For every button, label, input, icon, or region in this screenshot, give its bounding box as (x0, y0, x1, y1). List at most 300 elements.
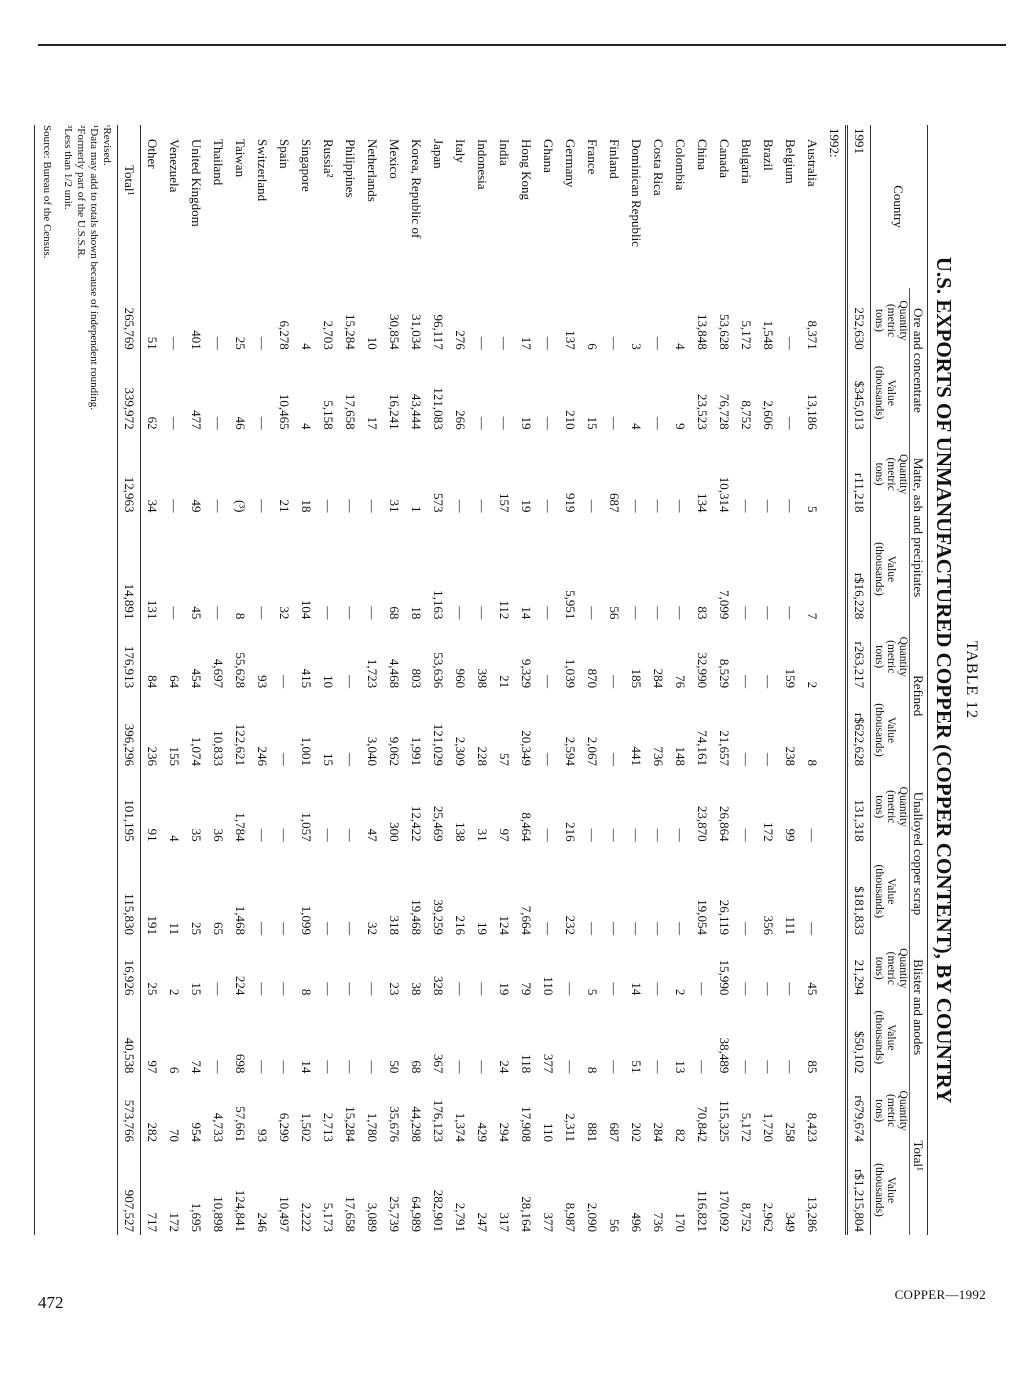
value-cell: 19,054 (695, 899, 710, 936)
value-cell: 15 (321, 753, 336, 766)
value-cell: 1,074 (189, 736, 204, 766)
value-cell: — (475, 982, 490, 996)
value-cell (823, 769, 847, 845)
value-cell: — (607, 675, 622, 689)
value-cell: 736 (651, 746, 666, 766)
value-cell: — (321, 606, 336, 620)
value-cell (823, 516, 847, 623)
value-cell: 8 (585, 1066, 600, 1074)
subheader-line: (thousands) (873, 542, 885, 596)
value-subheader (871, 353, 910, 433)
country-cell: Korea, Republic of (409, 139, 424, 239)
value-cell: 2,703 (321, 320, 336, 350)
subheader-line: Quantity (897, 1090, 909, 1131)
value-cell: 39,259 (431, 899, 446, 936)
subheader-line: tons) (873, 795, 885, 819)
value-cell: 157 (497, 493, 512, 513)
value-cell: 396,296 (118, 691, 141, 769)
value-cell: — (563, 982, 578, 996)
value-cell: 4 (299, 343, 314, 350)
value-cell: — (453, 982, 468, 996)
value-cell: 2,606 (761, 400, 776, 430)
value-cell: 74,161 (695, 730, 710, 766)
value-cell: — (277, 982, 292, 996)
value-cell: — (695, 1060, 710, 1074)
value-cell: 5,172 (739, 320, 754, 350)
value-cell: 50 (387, 1060, 402, 1074)
subheader-line: (thousands) (873, 1010, 885, 1065)
value-cell: 6,278 (277, 320, 292, 350)
value-cell (823, 998, 847, 1076)
country-cell: France (585, 139, 600, 175)
value-cell: 15,990 (717, 959, 732, 996)
value-cell: 2 (167, 988, 182, 996)
value-cell: 228 (475, 746, 490, 766)
value-cell: 1,001 (299, 736, 314, 766)
value-cell: — (585, 606, 600, 620)
footnote-half-unit: ³Less than 1/2 unit. (62, 125, 74, 210)
value-cell: — (607, 1060, 622, 1074)
value-cell: 23,523 (695, 393, 710, 430)
value-cell: (³) (233, 499, 248, 513)
value-cell: 76,728 (717, 393, 732, 430)
table-row (118, 125, 141, 1235)
value-subheader (871, 1145, 910, 1235)
subheader-line: tons) (873, 462, 885, 486)
value-cell: 401 (189, 330, 204, 350)
value-cell: — (321, 982, 336, 996)
value-cell: 8 (299, 988, 314, 996)
value-cell: 53,636 (431, 652, 446, 689)
country-header: Country (871, 125, 928, 288)
value-cell: 1,991 (409, 736, 424, 766)
value-cell: 224 (233, 975, 248, 996)
value-cell: — (211, 606, 226, 620)
value-cell: 26,864 (717, 805, 732, 842)
country-cell: Singapore (299, 139, 314, 192)
value-cell: — (783, 606, 798, 620)
subheader-line: Value (885, 1176, 897, 1204)
value-cell: — (167, 336, 182, 350)
value-cell: — (629, 499, 644, 513)
value-cell: — (739, 606, 754, 620)
value-cell: 4 (629, 423, 644, 430)
value-cell: 18 (409, 606, 424, 620)
value-cell: — (783, 499, 798, 513)
value-cell (823, 845, 847, 938)
country-cell: Belgium (783, 139, 798, 184)
value-cell: — (475, 606, 490, 620)
value-cell: 12,422 (409, 805, 424, 842)
value-cell: — (453, 499, 468, 513)
table-row (801, 125, 823, 1235)
table-row (669, 125, 691, 1235)
table-body (118, 125, 871, 1235)
country-cell: Canada (717, 139, 732, 178)
footnotes (34, 125, 113, 1235)
table-row (141, 125, 164, 1235)
value-cell: 32 (365, 922, 380, 936)
value-cell: 19 (497, 982, 512, 996)
footnote-revised: ʳRevised. (101, 125, 113, 166)
value-cell: — (365, 606, 380, 620)
subheader-line: (thousands) (873, 703, 885, 757)
value-cell: 216 (563, 822, 578, 842)
quantity-subheader (871, 769, 910, 845)
value-cell: 45 (189, 606, 204, 620)
table-row (847, 125, 871, 1235)
value-cell: 21,657 (717, 730, 732, 766)
value-cell: 1,502 (299, 1112, 314, 1142)
value-cell: 6 (585, 343, 600, 350)
value-cell: 191 (145, 915, 160, 936)
value-cell: 736 (651, 1212, 666, 1232)
value-cell: 10,497 (277, 1196, 292, 1232)
value-cell: 25,469 (431, 805, 446, 842)
value-cell: 960 (453, 668, 468, 689)
table-row (471, 125, 493, 1235)
value-cell: 68 (409, 1060, 424, 1074)
value-cell: 64,989 (409, 1196, 424, 1232)
table-row (427, 125, 449, 1235)
value-cell: — (453, 606, 468, 620)
value-cell: — (475, 499, 490, 513)
subheader-line: Value (885, 379, 897, 406)
value-cell: 101,195 (118, 769, 141, 845)
value-cell: 17 (365, 416, 380, 430)
value-cell: 15,284 (343, 314, 358, 350)
group-header-scrap: Unalloyed copper scrap (910, 769, 928, 938)
value-cell: — (761, 753, 776, 766)
value-cell: — (211, 336, 226, 350)
value-cell: 97 (145, 1060, 160, 1074)
value-cell: 377 (541, 1212, 556, 1232)
value-cell: — (607, 982, 622, 996)
subheader-line: (metric (885, 640, 897, 674)
value-cell: 258 (783, 1122, 798, 1142)
value-cell: 137 (563, 330, 578, 350)
value-cell: — (607, 828, 622, 842)
value-cell: — (783, 416, 798, 430)
value-cell: 70 (167, 1128, 182, 1142)
value-cell: 4 (673, 343, 688, 350)
value-cell: 16,926 (118, 938, 141, 998)
value-cell: 110 (541, 1122, 556, 1142)
value-cell: 91 (145, 828, 160, 842)
value-cell: — (541, 753, 556, 766)
country-cell: Mexico (387, 139, 402, 179)
table-row (779, 125, 801, 1235)
value-cell: 32 (277, 606, 292, 620)
value-cell: — (673, 828, 688, 842)
value-cell: 170,092 (717, 1189, 732, 1232)
value-cell: — (277, 1060, 292, 1074)
value-cell: 2 (805, 681, 820, 689)
subheader-line: Value (885, 878, 897, 905)
value-cell: 17,658 (343, 1196, 358, 1232)
country-cell: Ghana (541, 139, 556, 173)
value-cell: — (541, 922, 556, 936)
subheader-line: (thousands) (873, 1163, 885, 1217)
value-cell: 17 (519, 336, 534, 350)
value-cell: 51 (629, 1060, 644, 1074)
value-cell: 1,163 (431, 590, 446, 620)
subheader-line: Quantity (897, 948, 909, 989)
value-cell: 210 (563, 410, 578, 430)
value-cell: 328 (431, 975, 446, 996)
value-cell: 176,123 (431, 1099, 446, 1142)
country-cell: Australia (805, 139, 820, 187)
value-cell: 247 (475, 1212, 490, 1232)
value-cell: r$1,215,804 (847, 1145, 871, 1235)
value-cell: — (475, 1060, 490, 1074)
value-cell: 19 (519, 499, 534, 513)
value-cell: — (651, 1060, 666, 1074)
value-cell: 10,314 (717, 476, 732, 513)
value-cell: — (629, 606, 644, 620)
value-cell: — (277, 675, 292, 689)
value-cell: — (651, 416, 666, 430)
value-cell: 185 (629, 668, 644, 689)
value-cell: 131 (145, 599, 160, 620)
subheader-line: tons) (873, 645, 885, 669)
value-subheader (871, 691, 910, 769)
value-cell: — (167, 499, 182, 513)
value-cell: 121,083 (431, 387, 446, 430)
value-cell: — (365, 1060, 380, 1074)
value-cell: 53,628 (717, 314, 732, 350)
value-cell: — (739, 499, 754, 513)
table-row (559, 125, 581, 1235)
value-cell: 232 (563, 915, 578, 936)
subheader-line: Quantity (897, 786, 909, 827)
value-cell: — (211, 1060, 226, 1074)
value-cell: 138 (453, 822, 468, 842)
value-cell: 134 (695, 493, 710, 513)
value-cell: 1,374 (453, 1112, 468, 1142)
value-cell: 121,029 (431, 723, 446, 766)
value-cell: 99 (783, 828, 798, 842)
value-cell: — (343, 606, 358, 620)
value-cell: 717 (145, 1212, 160, 1232)
value-cell: 252,630 (847, 288, 871, 353)
group-header-matte: Matte, ash and precipitates (910, 433, 928, 623)
value-cell: 2,594 (563, 736, 578, 766)
value-cell: — (761, 606, 776, 620)
value-cell: 1,057 (299, 812, 314, 842)
subheader-line: (thousands) (873, 864, 885, 919)
value-subheader (871, 998, 910, 1076)
value-cell: 13,848 (695, 314, 710, 350)
country-cell: Hong Kong (519, 139, 534, 201)
value-cell: — (277, 922, 292, 936)
page-number: 472 (38, 1293, 64, 1312)
value-cell: 8,987 (563, 1202, 578, 1232)
value-cell: 45 (805, 982, 820, 996)
value-cell: 9,062 (387, 736, 402, 766)
value-cell: — (651, 828, 666, 842)
value-cell: 294 (497, 1122, 512, 1142)
value-cell (823, 691, 847, 769)
value-cell: 2 (673, 988, 688, 996)
value-cell: 1,039 (563, 658, 578, 689)
value-cell: 122,621 (233, 723, 248, 766)
value-cell: 79 (519, 982, 534, 996)
value-cell: — (739, 828, 754, 842)
subheader-line: Value (885, 1024, 897, 1051)
value-cell: — (651, 982, 666, 996)
value-cell: 3,089 (365, 1202, 380, 1232)
value-cell: 13 (673, 1060, 688, 1074)
value-cell: 9,329 (519, 658, 534, 689)
value-cell: 4 (299, 423, 314, 430)
footnote-ussr: ²Formerly part of the U.S.S.R. (75, 125, 87, 259)
value-cell: 30,854 (387, 314, 402, 350)
value-cell: — (695, 982, 710, 996)
table-row (823, 125, 847, 1235)
value-cell: 349 (783, 1212, 798, 1232)
value-cell: 4,733 (211, 1112, 226, 1142)
value-cell: 44,298 (409, 1106, 424, 1142)
value-cell: 919 (563, 493, 578, 513)
value-cell: — (673, 606, 688, 620)
country-cell: Thailand (211, 139, 226, 186)
table-row (317, 125, 339, 1235)
group-header-row (910, 125, 928, 1235)
value-cell: 202 (629, 1122, 644, 1142)
value-cell: 398 (475, 668, 490, 689)
value-cell: 17,908 (519, 1106, 534, 1142)
value-cell: 51 (145, 336, 160, 350)
value-cell: 13,286 (805, 1196, 820, 1232)
value-cell: 2,962 (761, 1202, 776, 1232)
value-cell: — (607, 922, 622, 936)
country-cell: Bulgaria (739, 139, 754, 184)
country-cell: Italy (453, 139, 468, 163)
value-cell: — (761, 982, 776, 996)
value-cell: — (343, 499, 358, 513)
value-cell: 687 (607, 493, 622, 513)
value-cell: 43,444 (409, 393, 424, 430)
value-cell: — (365, 982, 380, 996)
subheader-line: (metric (885, 457, 897, 491)
value-cell: 104 (299, 599, 314, 620)
value-cell: 4,468 (387, 658, 402, 689)
value-cell: 4 (167, 835, 182, 842)
subheader-line: (metric (885, 1094, 897, 1128)
value-cell: 124,841 (233, 1189, 248, 1232)
value-cell: 454 (189, 668, 204, 689)
value-cell: 367 (431, 1053, 446, 1074)
subheader-line: tons) (873, 308, 885, 332)
value-cell: 4,697 (211, 658, 226, 689)
value-cell: $345,013 (847, 353, 871, 433)
value-cell: 124 (497, 915, 512, 936)
value-cell: — (211, 982, 226, 996)
value-cell: — (607, 753, 622, 766)
value-cell: — (343, 922, 358, 936)
value-cell: — (739, 922, 754, 936)
value-cell: 172 (761, 822, 776, 842)
value-cell: 38,489 (717, 1037, 732, 1074)
value-cell: 10 (365, 336, 380, 350)
value-cell: 70,842 (695, 1106, 710, 1142)
value-cell: 8,371 (805, 320, 820, 350)
value-cell: 284 (651, 1122, 666, 1142)
value-cell: — (321, 499, 336, 513)
value-cell: 477 (189, 410, 204, 430)
value-cell: 93 (255, 1128, 270, 1142)
value-cell: — (541, 828, 556, 842)
value-cell: $181,833 (847, 845, 871, 938)
value-cell: 1,723 (365, 658, 380, 689)
table-row (185, 125, 207, 1235)
table-row (229, 125, 251, 1235)
value-cell: 32,990 (695, 652, 710, 689)
value-cell: — (739, 675, 754, 689)
value-cell: 1,720 (761, 1112, 776, 1142)
value-cell: 1,695 (189, 1202, 204, 1232)
value-cell: — (497, 416, 512, 430)
value-cell: 14 (519, 606, 534, 620)
value-cell: 284 (651, 668, 666, 689)
country-cell: Finland (607, 139, 622, 179)
table-row (757, 125, 779, 1235)
value-cell: 8,752 (739, 400, 754, 430)
value-cell: 57 (497, 753, 512, 766)
country-cell: China (695, 139, 710, 171)
value-cell: 36 (211, 828, 226, 842)
value-cell: 56 (607, 606, 622, 620)
value-cell (823, 1076, 847, 1145)
value-cell: — (211, 499, 226, 513)
value-cell: — (497, 336, 512, 350)
value-cell: r679,674 (847, 1076, 871, 1145)
value-cell: 276 (453, 330, 468, 350)
value-cell: — (321, 828, 336, 842)
value-cell: r$622,628 (847, 691, 871, 769)
value-cell: 573 (431, 493, 446, 513)
rotated-table-block (41, 125, 980, 1235)
subheader-line: (metric (885, 303, 897, 338)
value-cell: 10 (321, 675, 336, 689)
country-cell: United Kingdom (189, 139, 204, 227)
value-cell: — (783, 982, 798, 996)
value-cell: 19 (519, 416, 534, 430)
value-cell: 16,241 (387, 393, 402, 430)
value-cell: 7,664 (519, 905, 534, 936)
value-cell: 5,158 (321, 400, 336, 430)
value-cell: 2,090 (585, 1202, 600, 1232)
value-cell: 265,769 (118, 288, 141, 353)
value-cell: — (343, 982, 358, 996)
country-cell: Philippines (343, 139, 358, 198)
value-cell: — (585, 828, 600, 842)
source-note: Source: Bureau of the Census. (41, 125, 53, 259)
value-cell: 25 (233, 336, 248, 350)
value-cell: — (607, 416, 622, 430)
value-cell: 115,830 (118, 845, 141, 938)
value-cell: — (277, 753, 292, 766)
value-cell: 93 (255, 675, 270, 689)
quantity-subheader (871, 433, 910, 516)
value-cell: — (167, 606, 182, 620)
value-cell: 10,833 (211, 730, 226, 766)
table-row (515, 125, 537, 1235)
value-cell: — (761, 1060, 776, 1074)
value-cell: — (343, 675, 358, 689)
value-cell: — (255, 982, 270, 996)
